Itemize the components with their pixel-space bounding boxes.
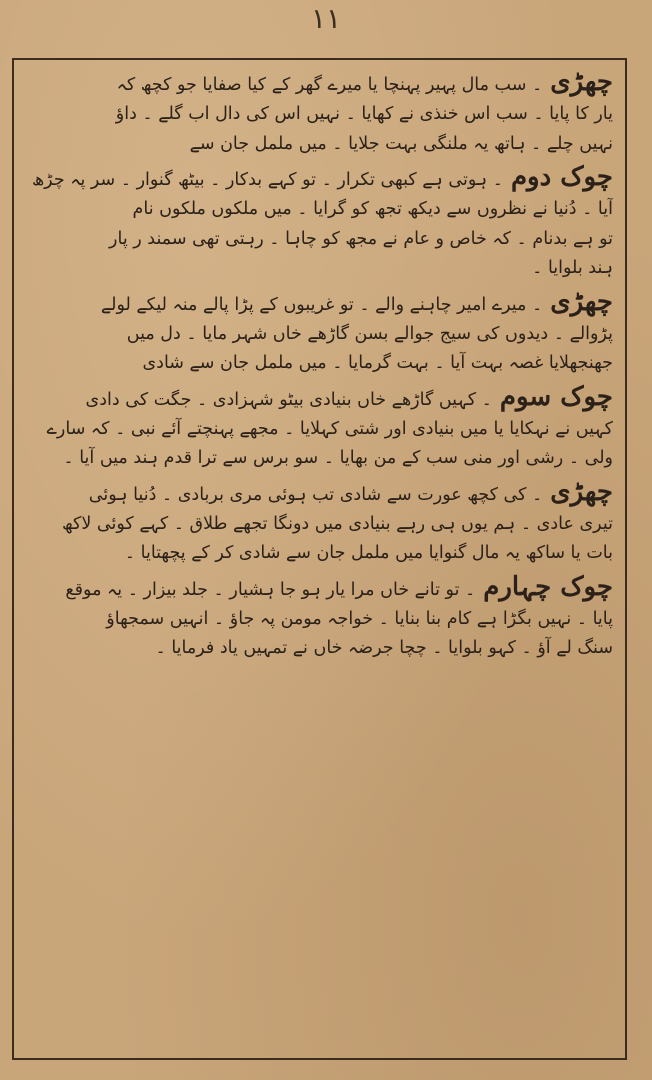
text-line: [26, 349, 613, 379]
text-line: [26, 225, 613, 255]
line-text: ہند بلوایا ۔: [532, 258, 613, 278]
line-text: ۔ کی کچھ عورت سے شادی تب ہوئی مری بربادی ۔ دُنیا ہوئی: [88, 484, 543, 505]
line-text: بات یا ساکھ یہ مال گنوایا میں ململ جان سے شادی کر کے پچھتایا ۔: [124, 543, 613, 563]
line-text: سنگ لے آؤ ۔ کہو بلوایا ۔ چچا جرضہ خاں نے تمہیں یاد فرمایا ۔: [155, 638, 613, 658]
text-line: [26, 159, 613, 195]
text-line: [26, 64, 613, 100]
line-text: تیری عادی ۔ ہم یوں ہی رہے بنیادی میں دونگا تجھے طلاق ۔ کہے کوئی لاکھ: [62, 513, 613, 534]
line-text: جھنجھلایا غصہ بہت آیا ۔ بہت گرمایا ۔ میں ململ جان سے شادی: [142, 353, 613, 373]
line-text: پڑوالے ۔ دیدوں کی سیج جوالے بسن گاڑھے خاں شہر مایا ۔ دل میں: [126, 323, 613, 344]
text-line: [26, 634, 613, 664]
line-text: نہیں چلے ۔ ہاتھ یہ ملنگی بہت جلایا ۔ میں ململ جان سے: [189, 133, 613, 154]
text-line: [26, 379, 613, 415]
text-line: [26, 605, 613, 635]
line-text: آیا ۔ دُنیا نے نظروں سے دیکھ تجھ کو گرایا ۔ میں ملکوں ملکوں نام: [132, 199, 613, 219]
text-line: [26, 284, 613, 320]
text-line: [26, 100, 613, 130]
section-heading: چوک دوم: [510, 162, 613, 192]
text-line: [26, 254, 613, 284]
line-text: ۔ ہوتی ہے کبھی تکرار ۔ تو کہے بدکار ۔ بیٹھ گنوار ۔ سر پہ چڑھ: [31, 170, 503, 190]
line-text: کہیں نے نہکایا یا میں بنیادی اور شتی کہلایا ۔ مجھے پہنچتے آئے نبی ۔ کہ سارے: [46, 418, 613, 439]
line-text: ۔ تو تانے خاں مرا یار ہو جا ہشیار ۔ جلد بیزار ۔ یہ موقع: [65, 579, 476, 600]
text-line: [26, 130, 613, 160]
line-text: ۔ کہیں گاڑھے خاں بنیادی بیٹو شہزادی ۔ جگت کی دادی: [85, 389, 492, 410]
section-heading: چھڑی: [550, 286, 613, 317]
text-line: [26, 510, 613, 540]
text-line: [26, 569, 613, 605]
text-body: [26, 64, 613, 1054]
text-line: [26, 415, 613, 445]
line-text: ۔ میرے امیر چاہنے والے ۔ تو غریبوں کے پڑا پالے منہ لیکے لولے: [100, 294, 543, 315]
text-line: [26, 444, 613, 474]
page-number: ۱۱: [310, 2, 342, 35]
line-text: ولی ۔ رشی اور منی سب کے من بھایا ۔ سو برس سے ترا قدم ہند میں آیا ۔: [63, 448, 613, 468]
line-text: پایا ۔ نہیں بگڑا ہے کام بنا بنایا ۔ خواجہ مومن پہ جاؤ ۔ انہیں سمجھاؤ: [106, 608, 613, 629]
section-heading: چوک سوم: [499, 381, 613, 412]
line-text: یار کا پایا ۔ سب اس خنذی نے کھایا ۔ نہیں اس کی دال اب گلے ۔ داؤ: [115, 104, 613, 124]
text-line: [26, 474, 613, 510]
section-heading: چھڑی: [550, 67, 613, 97]
text-line: [26, 320, 613, 350]
section-heading: چھڑی: [550, 476, 613, 507]
section-heading: چوک چہارم: [483, 571, 613, 602]
text-line: [26, 539, 613, 569]
line-text: ۔ سب مال پہیر پہنچا یا میرے گھر کے کیا صفایا جو کچھ کہ: [116, 75, 543, 95]
text-line: [26, 195, 613, 225]
line-text: تو ہے بدنام ۔ کہ خاص و عام نے مجھ کو چاہا ۔ رہتی تھی سمند ر پار: [109, 228, 613, 249]
